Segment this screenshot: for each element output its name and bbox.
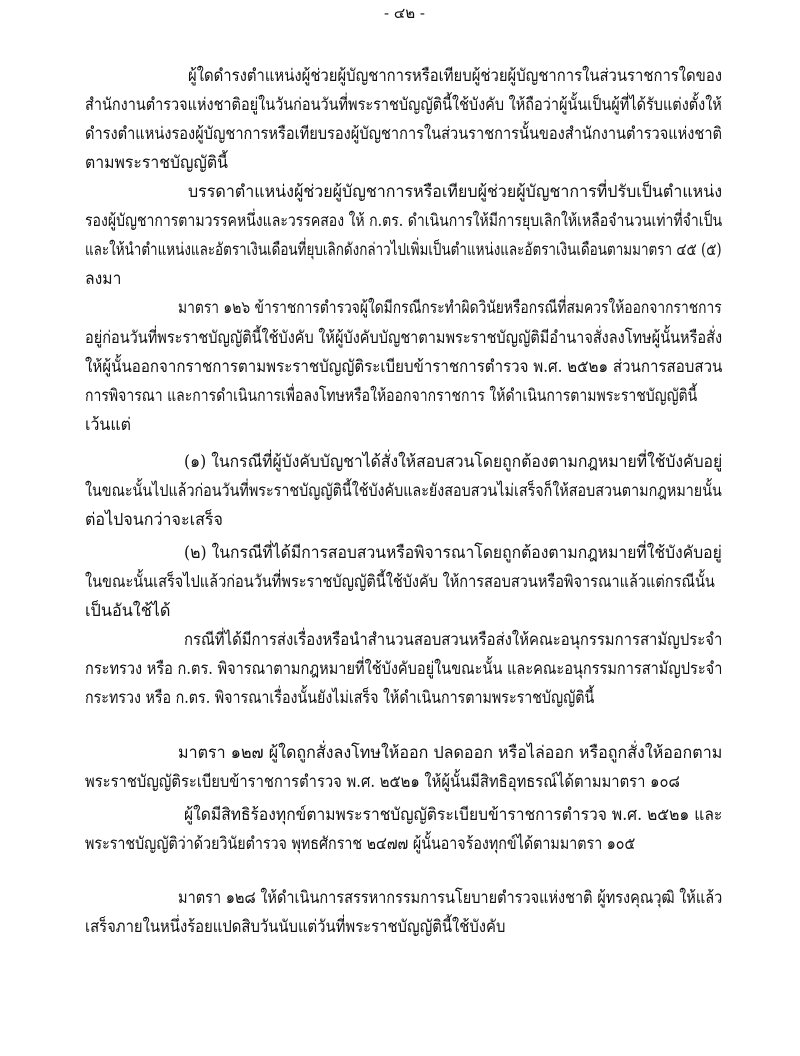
text-line: เสร็จภายในหนึ่งร้อยแปดสิบวันนับแต่วันที่พระราชบัญญัตินี้ใช้บังคับ [85, 917, 506, 937]
text-line: กระทรวง หรือ ก.ตร. พิจารณาเรื่องนั้นยังไม่เสร็จ ให้ดำเนินการตามพระราชบัญญัตินี้ [85, 688, 595, 708]
text-line: ผู้ใดมีสิทธิร้องทุกข์ตามพระราชบัญญัติระเบียบข้าราชการตำรวจ พ.ศ. ๒๕๒๑ และ [184, 805, 723, 825]
text-line: อยู่ก่อนวันที่พระราชบัญญัตินี้ใช้บังคับ ให้ผู้บังคับบัญชาตามพระราชบัญญัติมีอำนาจสั่งลงโทษผู้นั้นหรือสั่ง [85, 328, 723, 348]
page-number: - ๔๒ - [384, 4, 425, 22]
text-line: ตามพระราชบัญญัตินี้ [85, 153, 228, 173]
text-line: (๒) ในกรณีที่ได้มีการสอบสวนหรือพิจารณาโดยถูกต้องตามกฎหมายที่ใช้บังคับอยู่ [184, 543, 722, 563]
text-line: ผู้ใดดำรงตำแหน่งผู้ช่วยผู้บัญชาการหรือเทียบผู้ช่วยผู้บัญชาการในส่วนราชการใดของ [188, 66, 723, 86]
text-line: พระราชบัญญัติว่าด้วยวินัยตำรวจ พุทธศักราช ๒๔๗๗ ผู้นั้นอาจร้องทุกข์ได้ตามมาตรา ๑๐๕ [85, 834, 636, 854]
text-line: ดำรงตำแหน่งรองผู้บัญชาการหรือเทียบรองผู้บัญชาการในส่วนราชการนั้นของสำนักงานตำรวจแห่งชาติ [85, 124, 723, 144]
text-line: รองผู้บัญชาการตามวรรคหนึ่งและวรรคสอง ให้ ก.ตร. ดำเนินการให้มีการยุบเลิกให้เหลือจำนวนเท่าที่จำเป็น [85, 211, 723, 231]
text-line: ในขณะนั้นเสร็จไปแล้วก่อนวันที่พระราชบัญญัตินี้ใช้บังคับ ให้การสอบสวนหรือพิจารณาแล้วแต่กรณีนั้น [85, 572, 715, 592]
text-line: มาตรา ๑๒๖ ข้าราชการตำรวจผู้ใดมีกรณีกระทำผิดวินัยหรือกรณีที่สมควรให้ออกจากราชการ [178, 298, 722, 318]
text-line: เว้นแต่ [85, 415, 131, 435]
text-line: ต่อไปจนกว่าจะเสร็จ [85, 510, 223, 530]
text-line: การพิจารณา และการดำเนินการเพื่อลงโทษหรือให้ออกจากราชการ ให้ดำเนินการตามพระราชบัญญัตินี้ [85, 386, 698, 406]
text-line: สำนักงานตำรวจแห่งชาติอยู่ในวันก่อนวันที่พระราชบัญญัตินี้ใช้บังคับ ให้ถือว่าผู้นั้นเป็นผู้ที่ได้รับแต่งตั้งให้ [85, 95, 722, 115]
text-line: เป็นอันใช้ได้ [85, 601, 171, 621]
text-line: มาตรา ๑๒๗ ผู้ใดถูกสั่งลงโทษให้ออก ปลดออก หรือไล่ออก หรือถูกสั่งให้ออกตาม [178, 743, 723, 763]
text-line: ลงมา [85, 269, 122, 289]
text-line: บรรดาตำแหน่งผู้ช่วยผู้บัญชาการหรือเทียบผู้ช่วยผู้บัญชาการที่ปรับเป็นตำแหน่ง [188, 182, 723, 202]
text-line: กรณีที่ได้มีการส่งเรื่องหรือนำสำนวนสอบสวนหรือส่งให้คณะอนุกรรมการสามัญประจำ [184, 630, 723, 650]
text-line: พระราชบัญญัติระเบียบข้าราชการตำรวจ พ.ศ. ๒๕๒๑ ให้ผู้นั้นมีสิทธิอุทธรณ์ได้ตามมาตรา ๑๐๘ [85, 772, 680, 792]
text-line: (๑) ในกรณีที่ผู้บังคับบัญชาได้สั่งให้สอบสวนโดยถูกต้องตามกฎหมายที่ใช้บังคับอยู่ [184, 452, 723, 472]
text-line: มาตรา ๑๒๘ ให้ดำเนินการสรรหากรรมการนโยบายตำรวจแห่งชาติ ผู้ทรงคุณวุฒิ ให้แล้ว [178, 888, 723, 908]
text-line: กระทรวง หรือ ก.ตร. พิจารณาตามกฎหมายที่ใช้บังคับอยู่ในขณะนั้น และคณะอนุกรรมการสามัญประจำ [85, 659, 723, 679]
text-line: ให้ผู้นั้นออกจากราชการตามพระราชบัญญัติระเบียบข้าราชการตำรวจ พ.ศ. ๒๕๒๑ ส่วนการสอบสวน [85, 357, 723, 377]
text-line: ในขณะนั้นไปแล้วก่อนวันที่พระราชบัญญัตินี้ใช้บังคับและยังสอบสวนไม่เสร็จก็ให้สอบสวนตามกฎหมายนั้น [85, 481, 722, 501]
text-line: และให้นำตำแหน่งและอัตราเงินเดือนที่ยุบเลิกดังกล่าวไปเพิ่มเป็นตำแหน่งและอัตราเงินเดือนตามมาตรา ๔๕ (๕) [85, 240, 722, 260]
